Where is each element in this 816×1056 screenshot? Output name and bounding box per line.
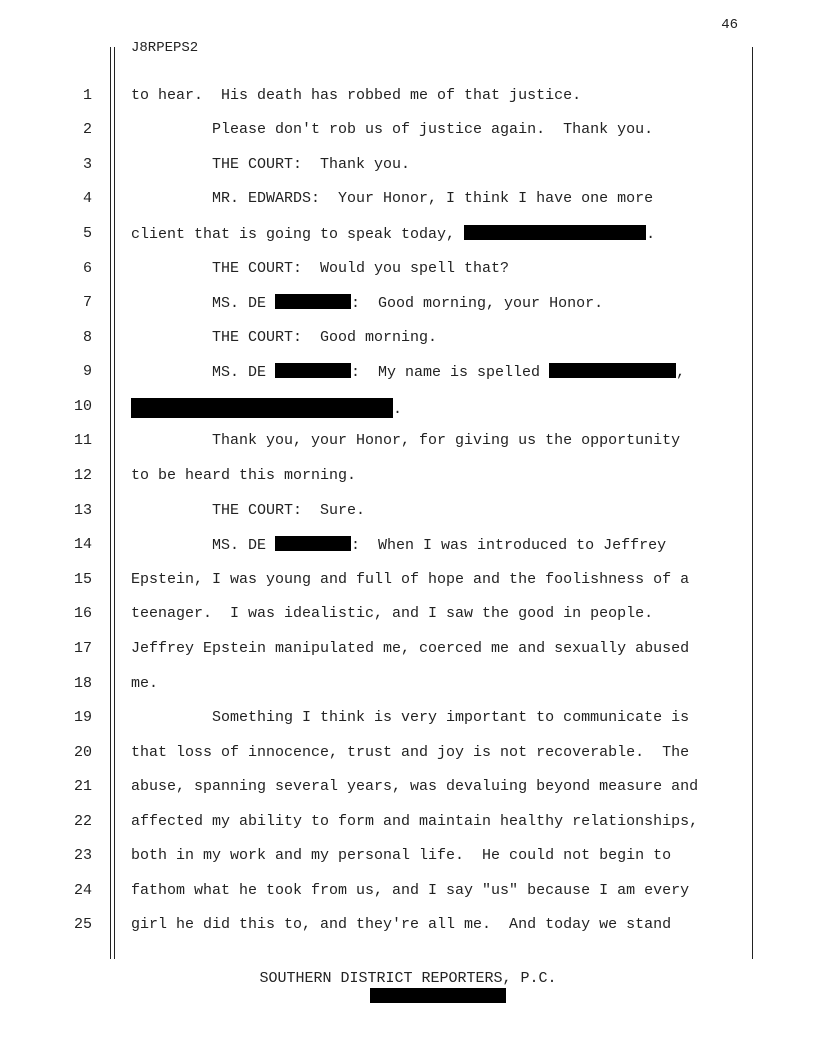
transcript-line: that loss of innocence, trust and joy is not recoverable. The <box>131 744 690 761</box>
line-segment: MS. DE <box>131 295 276 312</box>
redaction-bar <box>275 536 351 551</box>
line-number: 22 <box>73 813 92 830</box>
left-margin-rule <box>110 47 111 959</box>
redaction-bar <box>275 363 351 378</box>
line-number: 1 <box>82 87 92 104</box>
line-number: 20 <box>73 744 92 761</box>
transcript-line: Please don't rob us of justice again. Thank you. <box>131 121 654 138</box>
line-number: 2 <box>82 121 92 138</box>
line-segment: MS. DE <box>131 537 276 554</box>
line-segment: , <box>676 364 686 381</box>
transcript-line: teenager. I was idealistic, and I saw the good in people. <box>131 605 654 622</box>
line-number: 19 <box>73 709 92 726</box>
line-number: 23 <box>73 847 92 864</box>
line-number: 6 <box>82 260 92 277</box>
line-segment: : Good morning, your Honor. <box>351 295 604 312</box>
transcript-line: Thank you, your Honor, for giving us the opportunity <box>131 432 681 449</box>
transcript-line <box>131 225 655 243</box>
line-number: 24 <box>73 882 92 899</box>
redaction-bar <box>464 225 646 240</box>
transcript-line: Epstein, I was young and full of hope and the foolishness of a <box>131 571 690 588</box>
reporter-footer: SOUTHERN DISTRICT REPORTERS, P.C. <box>259 970 557 987</box>
page-number: 46 <box>721 17 738 33</box>
line-number: 11 <box>73 432 92 449</box>
transcript-line: THE COURT: Thank you. <box>131 156 411 173</box>
line-segment: . <box>393 401 403 418</box>
line-number: 15 <box>73 571 92 588</box>
transcript-line: Something I think is very important to communicate is <box>131 709 690 726</box>
line-number: 17 <box>73 640 92 657</box>
line-number: 25 <box>73 916 92 933</box>
transcript-line <box>131 294 603 312</box>
line-number: 13 <box>73 502 92 519</box>
transcript-line: MR. EDWARDS: Your Honor, I think I have one more <box>131 190 654 207</box>
transcript-line: abuse, spanning several years, was devaluing beyond measure and <box>131 778 699 795</box>
transcript-line: THE COURT: Would you spell that? <box>131 260 510 277</box>
redaction-bar <box>549 363 676 378</box>
line-number: 14 <box>73 536 92 553</box>
case-id: J8RPEPS2 <box>131 40 199 56</box>
transcript-line <box>131 363 685 381</box>
transcript-line: to hear. His death has robbed me of that justice. <box>131 87 582 104</box>
line-number: 12 <box>73 467 92 484</box>
line-number: 7 <box>82 294 92 311</box>
transcript-line: Jeffrey Epstein manipulated me, coerced me and sexually abused <box>131 640 690 657</box>
line-segment: client that is going to speak today, <box>131 226 465 243</box>
line-number: 4 <box>82 190 92 207</box>
transcript-line: fathom what he took from us, and I say "us" because I am every <box>131 882 690 899</box>
line-number: 18 <box>73 675 92 692</box>
redaction-bar <box>275 294 351 309</box>
transcript-line: THE COURT: Sure. <box>131 502 366 519</box>
line-number: 8 <box>82 329 92 346</box>
line-number: 5 <box>82 225 92 242</box>
line-number: 21 <box>73 778 92 795</box>
transcript-line: girl he did this to, and they're all me. And today we stand <box>131 916 672 933</box>
transcript-line: affected my ability to form and maintain healthy relationships, <box>131 813 699 830</box>
transcript-line: both in my work and my personal life. He could not begin to <box>131 847 672 864</box>
line-segment: . <box>646 226 656 243</box>
right-margin-rule <box>752 47 753 959</box>
line-segment: : My name is spelled <box>351 364 550 381</box>
footer-redaction-bar <box>370 988 506 1003</box>
line-number: 10 <box>73 398 92 415</box>
line-segment: MS. DE <box>131 364 276 381</box>
line-number: 9 <box>82 363 92 380</box>
transcript-line: to be heard this morning. <box>131 467 357 484</box>
left-margin-rule-inner <box>114 47 115 959</box>
transcript-line <box>131 536 666 554</box>
transcript-line: THE COURT: Good morning. <box>131 329 438 346</box>
line-segment: : When I was introduced to Jeffrey <box>351 537 667 554</box>
line-number: 3 <box>82 156 92 173</box>
line-number: 16 <box>73 605 92 622</box>
transcript-line <box>131 398 402 418</box>
redaction-bar <box>131 398 393 418</box>
transcript-line: me. <box>131 675 159 692</box>
